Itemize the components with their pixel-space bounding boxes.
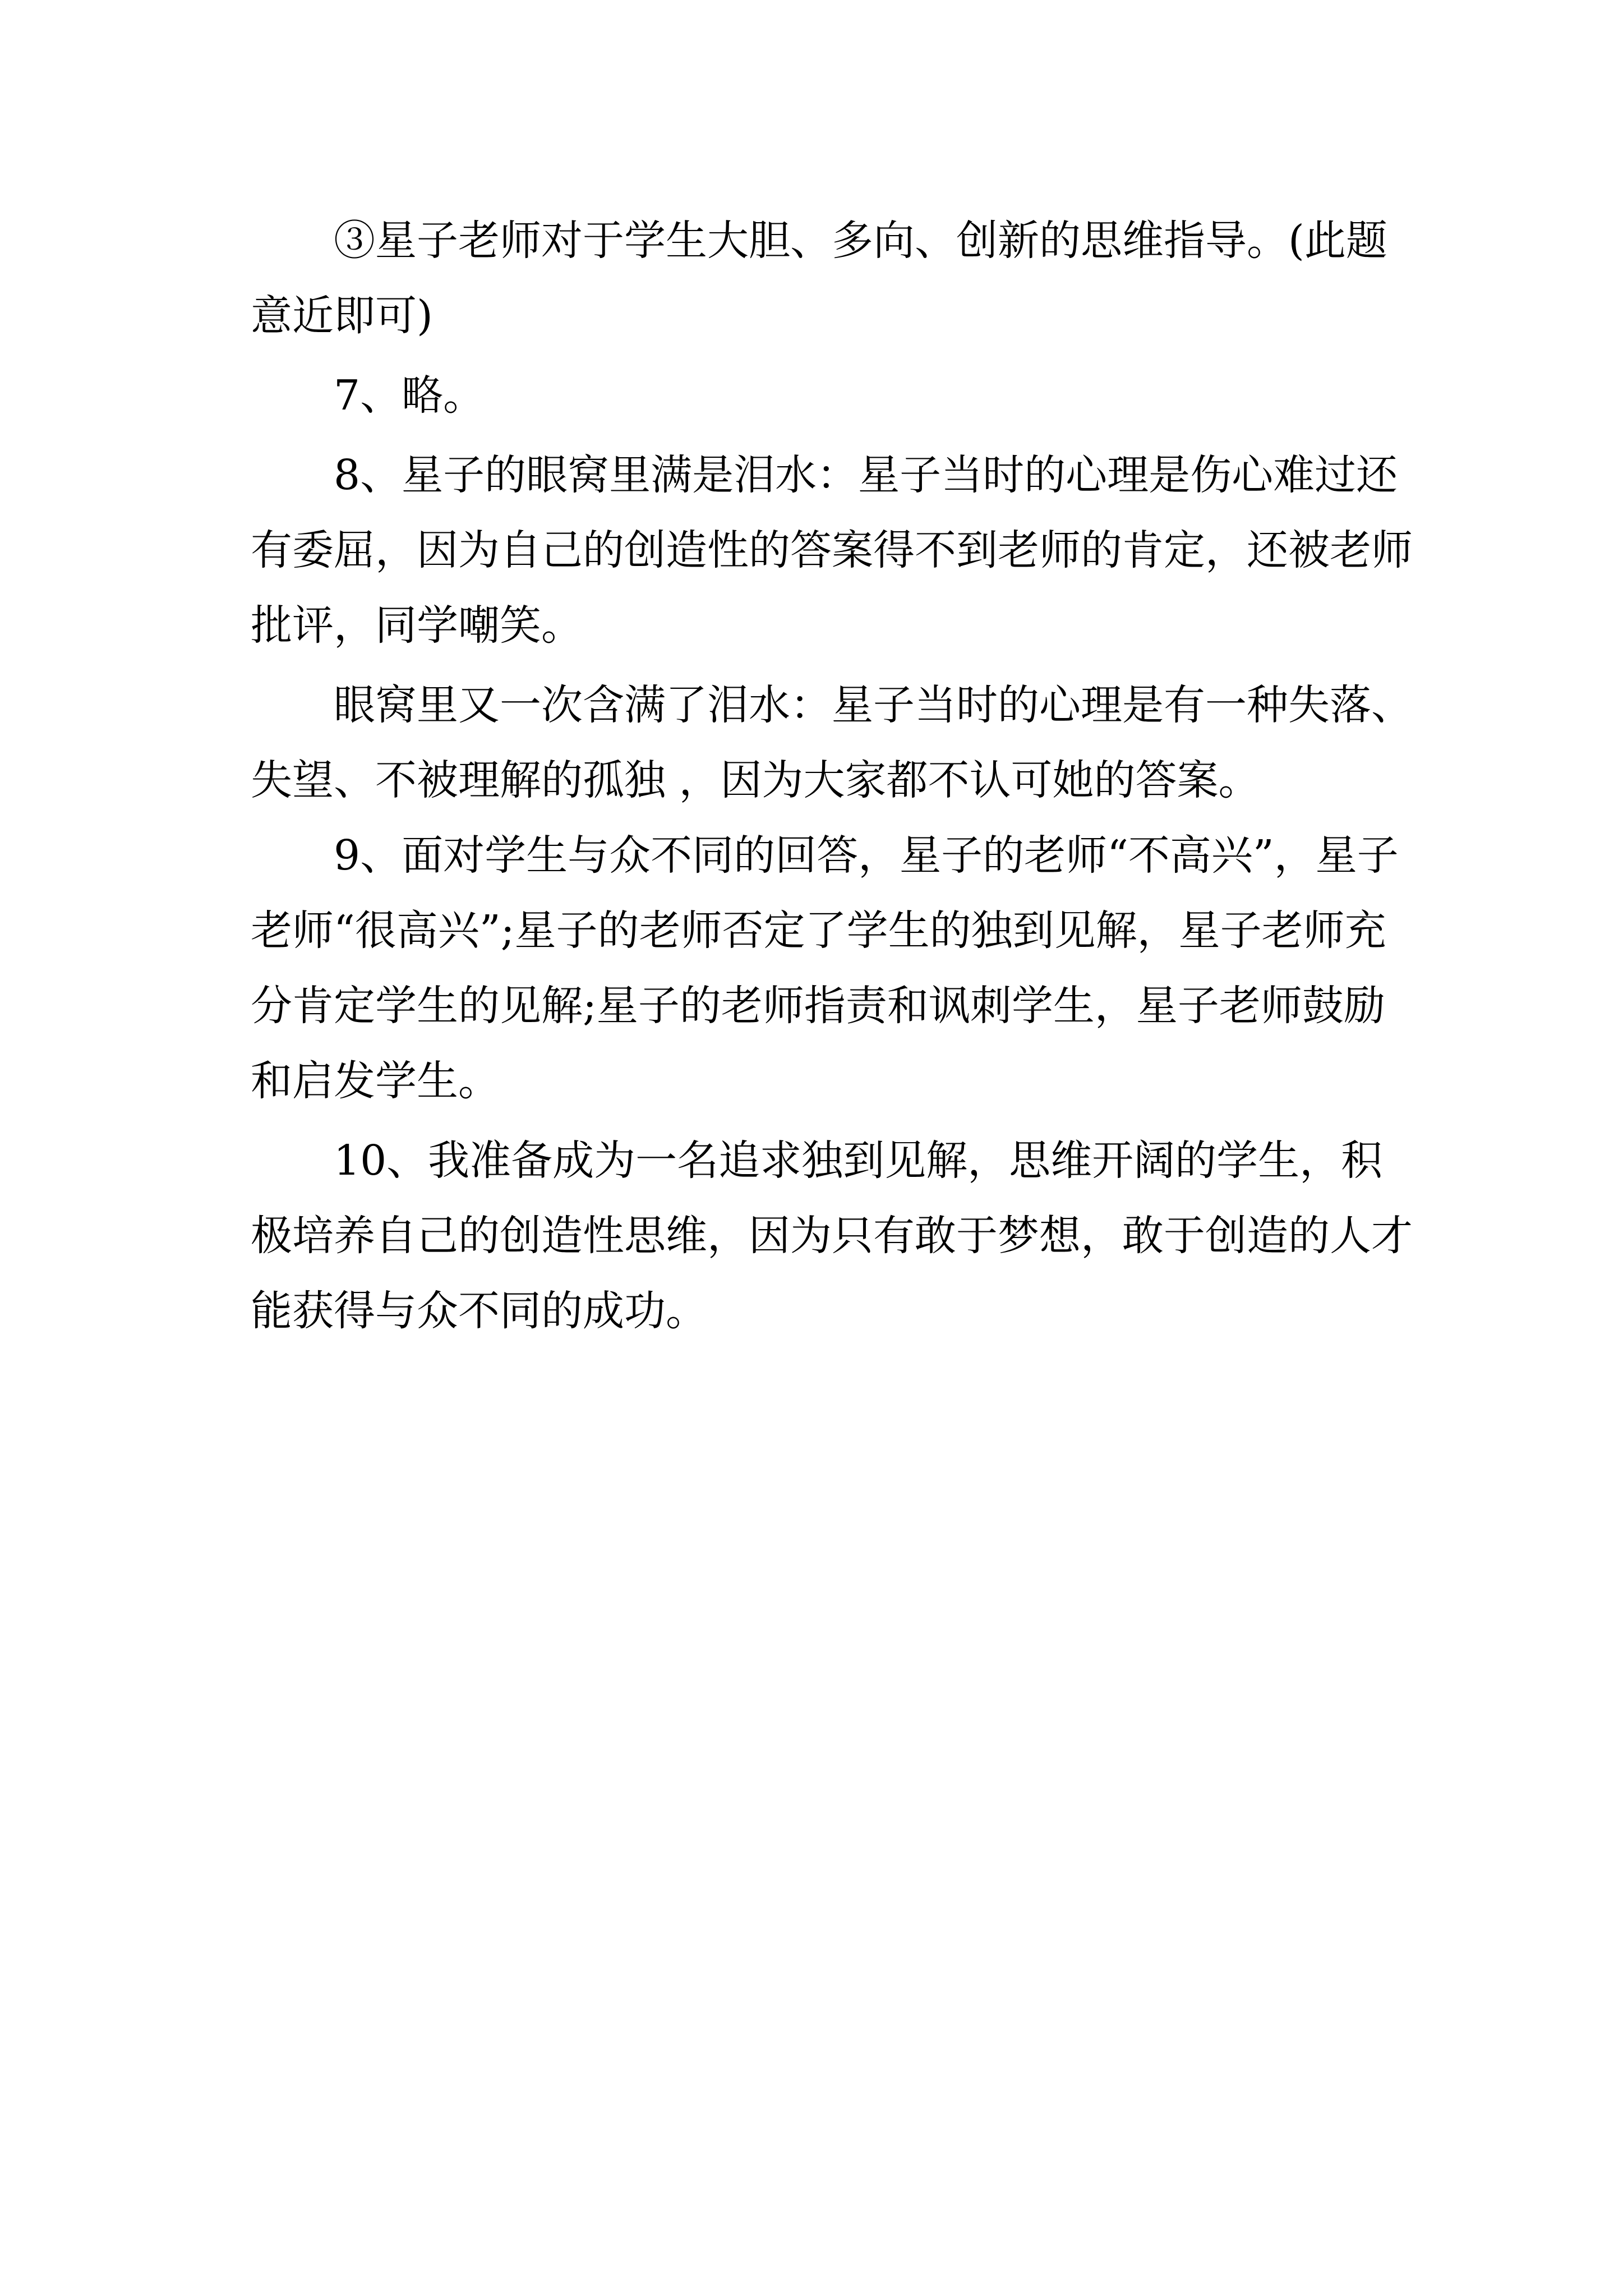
answer-item-7: 7、略。 (334, 371, 485, 420)
answer-item-8-continued: 眼窝里又一次含满了泪水：星子当时的心理是有一种失落、失望、不被理解的孤独 ，因为大家都不认可她的答案。 (251, 681, 1413, 804)
document-body (251, 203, 1417, 1349)
answer-item-3-circled: ③星子老师对于学生大胆、多向、创新的思维指导。(此题意近即可) (251, 217, 1387, 340)
answer-item-9: 9、面对学生与众不同的回答，星子的老师“不高兴”，星子老师“很高兴”;星子的老师否定了学生的独到见解，星子老师充分肯定学生的见解;星子的老师指责和讽刺学生，星子老师鼓励和启发学生。 (251, 831, 1399, 1105)
answer-item-10: 10、我准备成为一名追求独到见解，思维开阔的学生，积极培养自己的创造性思维，因为只有敢于梦想，敢于创造的人才能获得与众不同的成功。 (251, 1137, 1413, 1335)
answer-item-8: 8、星子的眼窝里满是泪水：星子当时的心理是伤心难过还有委屈，因为自己的创造性的答案得不到老师的肯定，还被老师批评，同学嘲笑。 (251, 451, 1413, 650)
